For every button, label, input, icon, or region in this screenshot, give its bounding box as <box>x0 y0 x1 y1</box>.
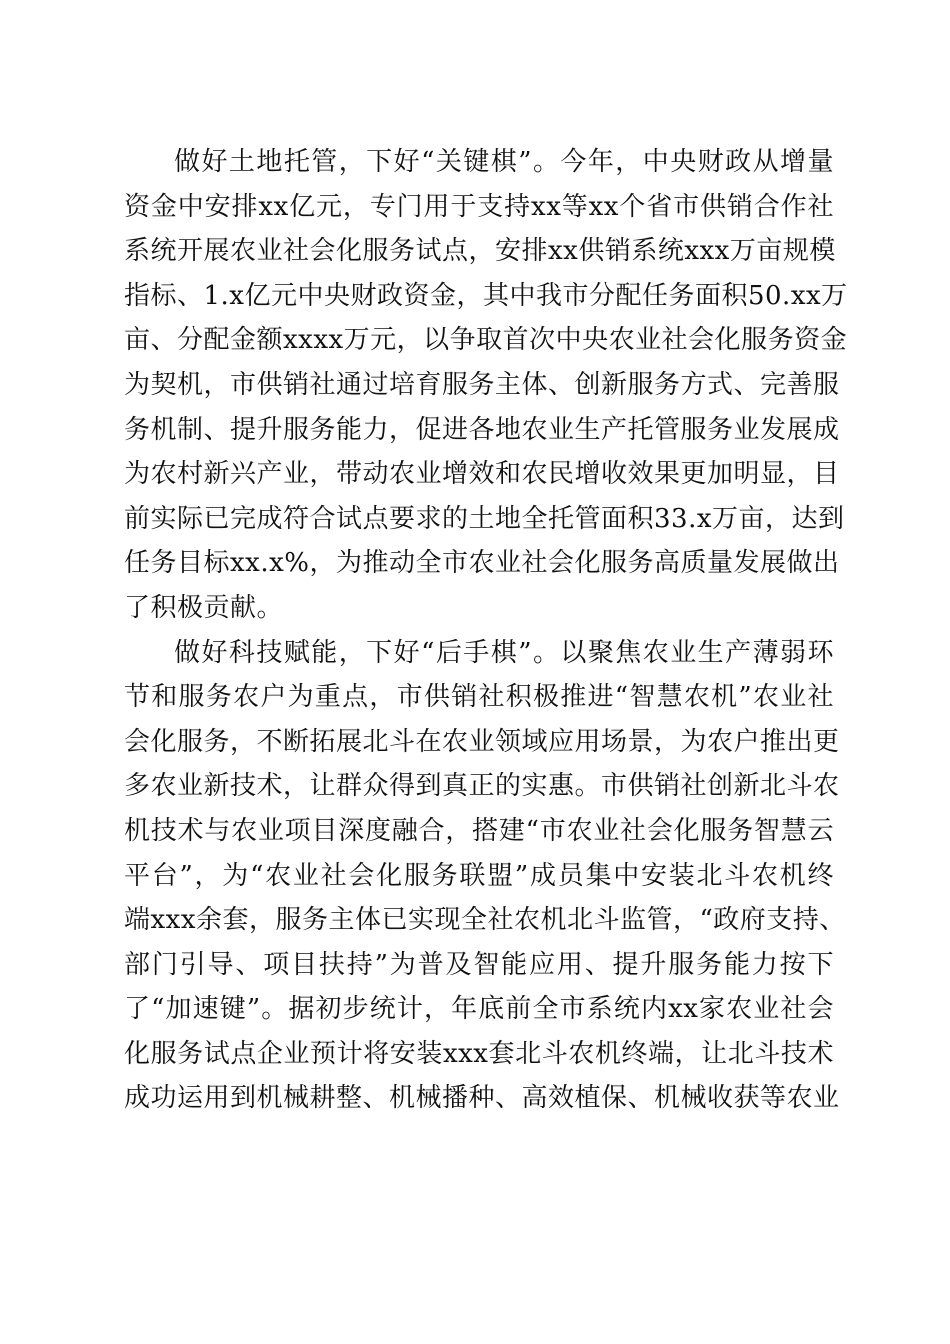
document-body <box>124 140 848 1121</box>
paragraph-line: 前实际已完成符合试点要求的土地全托管面积33.x万亩，达到 <box>124 503 845 534</box>
paragraph-line: 化服务试点企业预计将安装xxx套北斗农机终端，让北斗技术 <box>124 1038 834 1069</box>
paragraph-tech-empowerment <box>124 631 846 1122</box>
paragraph-line: 指标、1.x亿元中央财政资金，其中我市分配任务面积50.xx万 <box>124 280 848 311</box>
paragraph-line: 资金中安排xx亿元，专门用于支持xx等xx个省市供销合作社 <box>124 191 834 222</box>
paragraph-line: 部门引导、项目扶持”为普及智能应用、提升服务能力按下 <box>124 949 834 980</box>
paragraph-line: 会化服务，不断拓展北斗在农业领域应用场景，为农户推出更 <box>124 726 840 757</box>
paragraph-line: 系统开展农业社会化服务试点，安排xx供销系统xxx万亩规模 <box>124 236 836 267</box>
paragraph-line: 端xxx余套，服务主体已实现全社农机北斗监管，“政府支持、 <box>124 905 846 936</box>
paragraph-line: 为农村新兴产业，带动农业增效和农民增收效果更加明显，目 <box>124 459 840 490</box>
paragraph-line: 了“加速键”。据初步统计，年底前全市系统内xx家农业社会 <box>124 994 834 1025</box>
paragraph-line: 做好土地托管，下好“关键棋”。今年，中央财政从增量 <box>174 147 834 177</box>
paragraph-line: 多农业新技术，让群众得到真正的实惠。市供销社创新北斗农 <box>124 771 840 802</box>
paragraph-line: 节和服务农户为重点，市供销社积极推进“智慧农机”农业社 <box>124 682 834 713</box>
paragraph-line: 任务目标xx.x%，为推动全市农业社会化服务高质量发展做出 <box>124 548 840 579</box>
paragraph-line: 了积极贡献。 <box>124 592 284 623</box>
paragraph-line: 为契机，市供销社通过培育服务主体、创新服务方式、完善服 <box>124 369 840 400</box>
paragraph-line: 机技术与农业项目深度融合，搭建“市农业社会化服务智慧云 <box>124 815 834 846</box>
paragraph-line: 亩、分配金额xxxx万元，以争取首次中央农业社会化服务资金 <box>124 325 848 356</box>
paragraph-line: 务机制、提升服务能力，促进各地农业生产托管服务业发展成 <box>124 414 840 445</box>
paragraph-line: 做好科技赋能，下好“后手棋”。以聚焦农业生产薄弱环 <box>174 637 834 668</box>
paragraph-line: 平台”，为“农业社会化服务联盟”成员集中安装北斗农机终 <box>124 860 834 891</box>
paragraph-line: 成功运用到机械耕整、机械播种、高效植保、机械收获等农业 <box>124 1083 840 1114</box>
paragraph-land-trusteeship <box>124 140 848 631</box>
